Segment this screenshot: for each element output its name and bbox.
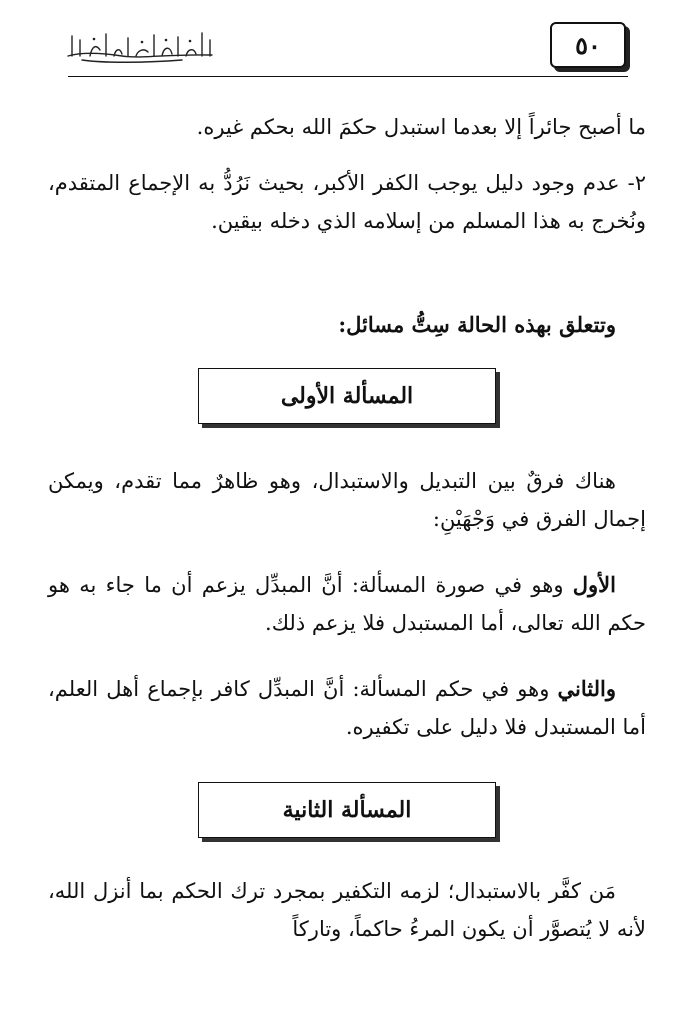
book-title-calligraphy-logo — [62, 26, 218, 66]
issues-intro: وتتعلق بهذه الحالة سِتُّ مسائل: — [338, 312, 616, 337]
list-item-text: عدم وجود دليل يوجب الكفر الأكبر، بحيث نَرُدُّ به الإجماع المتقدم، ونُخرج به هذا المسلم من إسلامه الذي دخله بيقين. — [48, 171, 646, 233]
paragraph-first-aspect: الأول وهو في صورة المسألة: أنَّ المبدِّل يزعم أن ما جاء به هو حكم الله تعالى، أما المستبدل فلا يزعم ذلك. — [48, 572, 646, 635]
section-heading-second: المسألة الثانية — [198, 782, 496, 838]
paragraph-difference: هناك فرقٌ بين التبديل والاستبدال، وهو ظاهرٌ مما تقدم، ويمكن إجمال الفرق في وَجْهَيْنِ: — [48, 469, 646, 531]
list-item-2 — [48, 164, 646, 240]
lead-word-second: والثاني — [557, 676, 616, 701]
paragraph-continuation: ما أصبح جائراً إلا بعدما استبدل حكمَ الله بحكم غيره. — [196, 115, 646, 139]
page-number — [550, 22, 626, 68]
page-number-text: ٥٠ — [575, 30, 601, 60]
paragraph-replacement-ruling: مَن كفَّر بالاستبدال؛ لزمه التكفير بمجرد ترك الحكم بما أنزل الله، لأنه لا يُتصوَّر أن يكون المرءُ حاكماً، وتاركاً — [48, 879, 646, 941]
section-heading-first: المسألة الأولى — [198, 368, 496, 424]
list-number: ٢- — [627, 171, 646, 195]
header-divider — [68, 76, 628, 77]
paragraph-second-aspect: والثاني وهو في حكم المسألة: أنَّ المبدِّل كافر بإجماع أهل العلم، أما المستبدل فلا دليل على تكفيره. — [48, 676, 646, 739]
lead-word-first: الأول — [572, 572, 616, 597]
